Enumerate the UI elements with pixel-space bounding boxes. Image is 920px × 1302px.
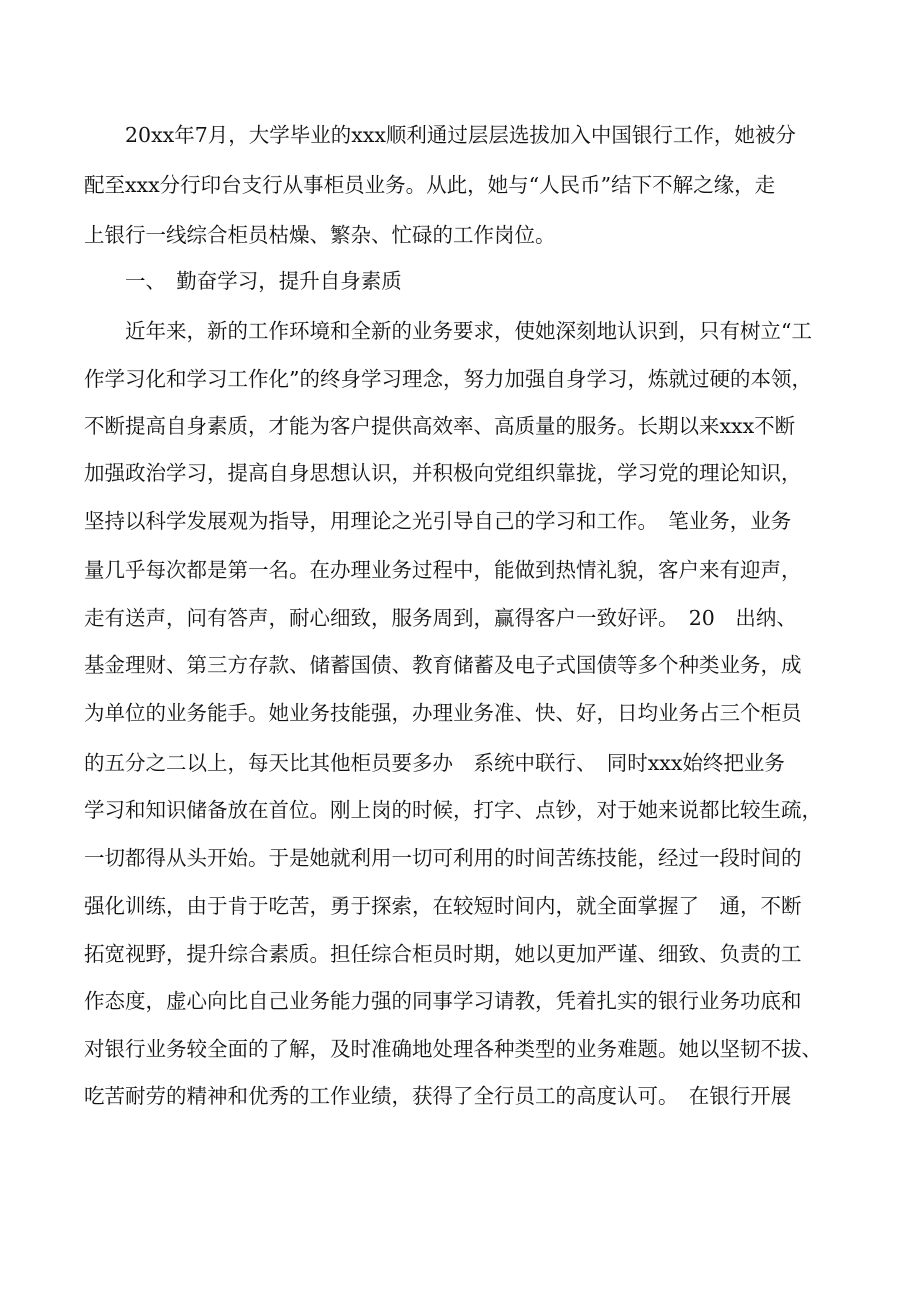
paragraph-line: 作态度，虚心向比自己业务能力强的同事学习请教，凭着扎实的银行业务功底和 bbox=[84, 989, 802, 1013]
paragraph-line: 上银行一线综合柜员枯燥、繁杂、忙碌的工作岗位。 bbox=[84, 223, 556, 247]
paragraph-line: 一切都得从头开始。于是她就利用一切可利用的时间苦练技能，经过一段时间的 bbox=[84, 846, 802, 870]
paragraph-line: 加强政治学习，提高自身思想认识，并积极向党组织靠拢，学习党的理论知识， bbox=[84, 461, 802, 485]
section-heading: 一、 勤奋学习，提升自身素质 bbox=[84, 269, 402, 293]
paragraph-line: 学习和知识储备放在首位。刚上岗的时候，打字、点钞，对于她来说都比较生疏， bbox=[84, 798, 822, 822]
paragraph-line: 配至xxx分行印台支行从事柜员业务。从此，她与“人民币”结下不解之缘，走 bbox=[84, 173, 776, 197]
paragraph-line: 坚持以科学发展观为指导，用理论之光引导自己的学习和工作。 笔业务，业务 bbox=[84, 509, 792, 533]
paragraph-line: 强化训练，由于肯于吃苦，勇于探索，在较短时间内，就全面掌握了 通，不断 bbox=[84, 894, 802, 918]
paragraph-line: 吃苦耐劳的精神和优秀的工作业绩，获得了全行员工的高度认可。 在银行开展 bbox=[84, 1084, 792, 1108]
paragraph-line: 的五分之二以上，每天比其他柜员要多办 系统中联行、 同时xxx始终把业务 bbox=[84, 751, 785, 775]
paragraph-line: 走有送声，问有答声，耐心细致，服务周到，赢得客户一致好评。 20 出纳、 bbox=[84, 606, 797, 630]
paragraph-line: 拓宽视野，提升综合素质。担任综合柜员时期，她以更加严谨、细致、负责的工 bbox=[84, 942, 802, 966]
paragraph-line: 20xx年7月，大学毕业的xxx顺利通过层层选拔加入中国银行工作，她被分 bbox=[84, 123, 796, 147]
paragraph-line: 近年来，新的工作环境和全新的业务要求，使她深刻地认识到，只有树立“工 bbox=[84, 319, 812, 343]
paragraph-line: 作学习化和学习工作化”的终身学习理念，努力加强自身学习，炼就过硬的本领， bbox=[84, 367, 812, 391]
paragraph-line: 为单位的业务能手。她业务技能强，办理业务准、快、好，日均业务占三个柜员 bbox=[84, 701, 802, 725]
paragraph-line: 不断提高自身素质，才能为客户提供高效率、高质量的服务。长期以来xxx不断 bbox=[84, 414, 796, 438]
paragraph-line: 基金理财、第三方存款、储蓄国债、教育储蓄及电子式国债等多个种类业务，成 bbox=[84, 653, 802, 677]
paragraph-line: 量几乎每次都是第一名。在办理业务过程中，能做到热情礼貌，客户来有迎声， bbox=[84, 558, 802, 582]
paragraph-line: 对银行业务较全面的了解，及时准确地处理各种类型的业务难题。她以坚韧不拔、 bbox=[84, 1037, 822, 1061]
